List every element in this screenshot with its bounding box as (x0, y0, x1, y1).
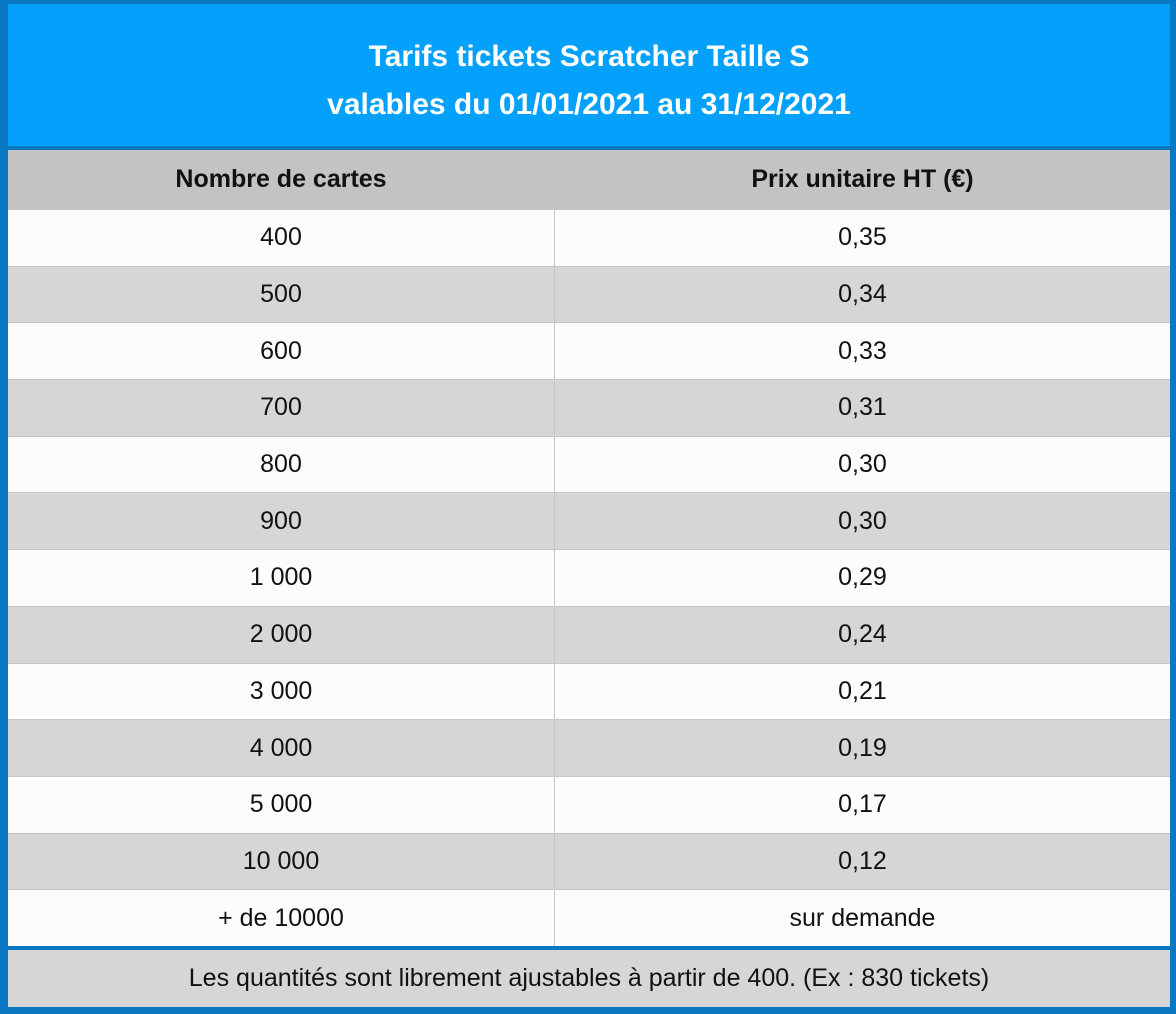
cell-unit-price: 0,30 (838, 506, 887, 535)
cell-unit-price: 0,24 (838, 620, 887, 649)
cell-quantity: 5 000 (8, 777, 555, 833)
table-row (8, 549, 1170, 606)
cell-quantity: 400 (8, 210, 555, 266)
cell-quantity: 600 (8, 323, 555, 379)
cell-unit-price: sur demande (789, 903, 936, 932)
price-table-container (6, 0, 1172, 1014)
cell-quantity: 900 (8, 493, 555, 549)
price-table (8, 150, 1170, 946)
cell-quantity: + de 10000 (8, 890, 555, 946)
cell-unit-price: 0,29 (838, 563, 887, 592)
cell-unit-price: 0,34 (838, 280, 887, 309)
table-row (8, 436, 1170, 493)
table-row (8, 322, 1170, 379)
table-row (8, 719, 1170, 776)
title-line-1: Tarifs tickets Scratcher Taille S (368, 40, 810, 73)
table-title (8, 4, 1170, 146)
table-row (8, 606, 1170, 663)
cell-quantity: 10 000 (8, 834, 555, 890)
cell-unit-price: 0,12 (838, 846, 887, 875)
cell-unit-price: 0,35 (838, 223, 887, 252)
table-row (8, 266, 1170, 323)
column-header-quantity: Nombre de cartes (8, 150, 555, 209)
cell-unit-price: 0,31 (838, 393, 887, 422)
table-row (8, 379, 1170, 436)
cell-unit-price: 0,17 (838, 790, 887, 819)
cell-quantity: 800 (8, 437, 555, 493)
title-line-2: valables du 01/01/2021 au 31/12/2021 (327, 88, 851, 121)
cell-unit-price: 0,19 (838, 733, 887, 762)
cell-unit-price: 0,30 (838, 450, 887, 479)
cell-unit-price: 0,21 (838, 676, 887, 705)
cell-quantity: 500 (8, 267, 555, 323)
table-body (8, 209, 1170, 946)
cell-quantity: 4 000 (8, 720, 555, 776)
table-row (8, 776, 1170, 833)
table-row (8, 492, 1170, 549)
cell-quantity: 2 000 (8, 607, 555, 663)
table-row (8, 663, 1170, 720)
table-row (8, 209, 1170, 266)
cell-quantity: 1 000 (8, 550, 555, 606)
cell-unit-price: 0,33 (838, 336, 887, 365)
cell-quantity: 3 000 (8, 664, 555, 720)
table-footer-note: Les quantités sont librement ajustables à partir de 400. (Ex : 830 tickets) (8, 950, 1170, 1007)
table-row (8, 833, 1170, 890)
cell-quantity: 700 (8, 380, 555, 436)
column-header-unit-price: Prix unitaire HT (€) (751, 165, 974, 193)
table-row (8, 889, 1170, 946)
table-header-row (8, 150, 1170, 209)
